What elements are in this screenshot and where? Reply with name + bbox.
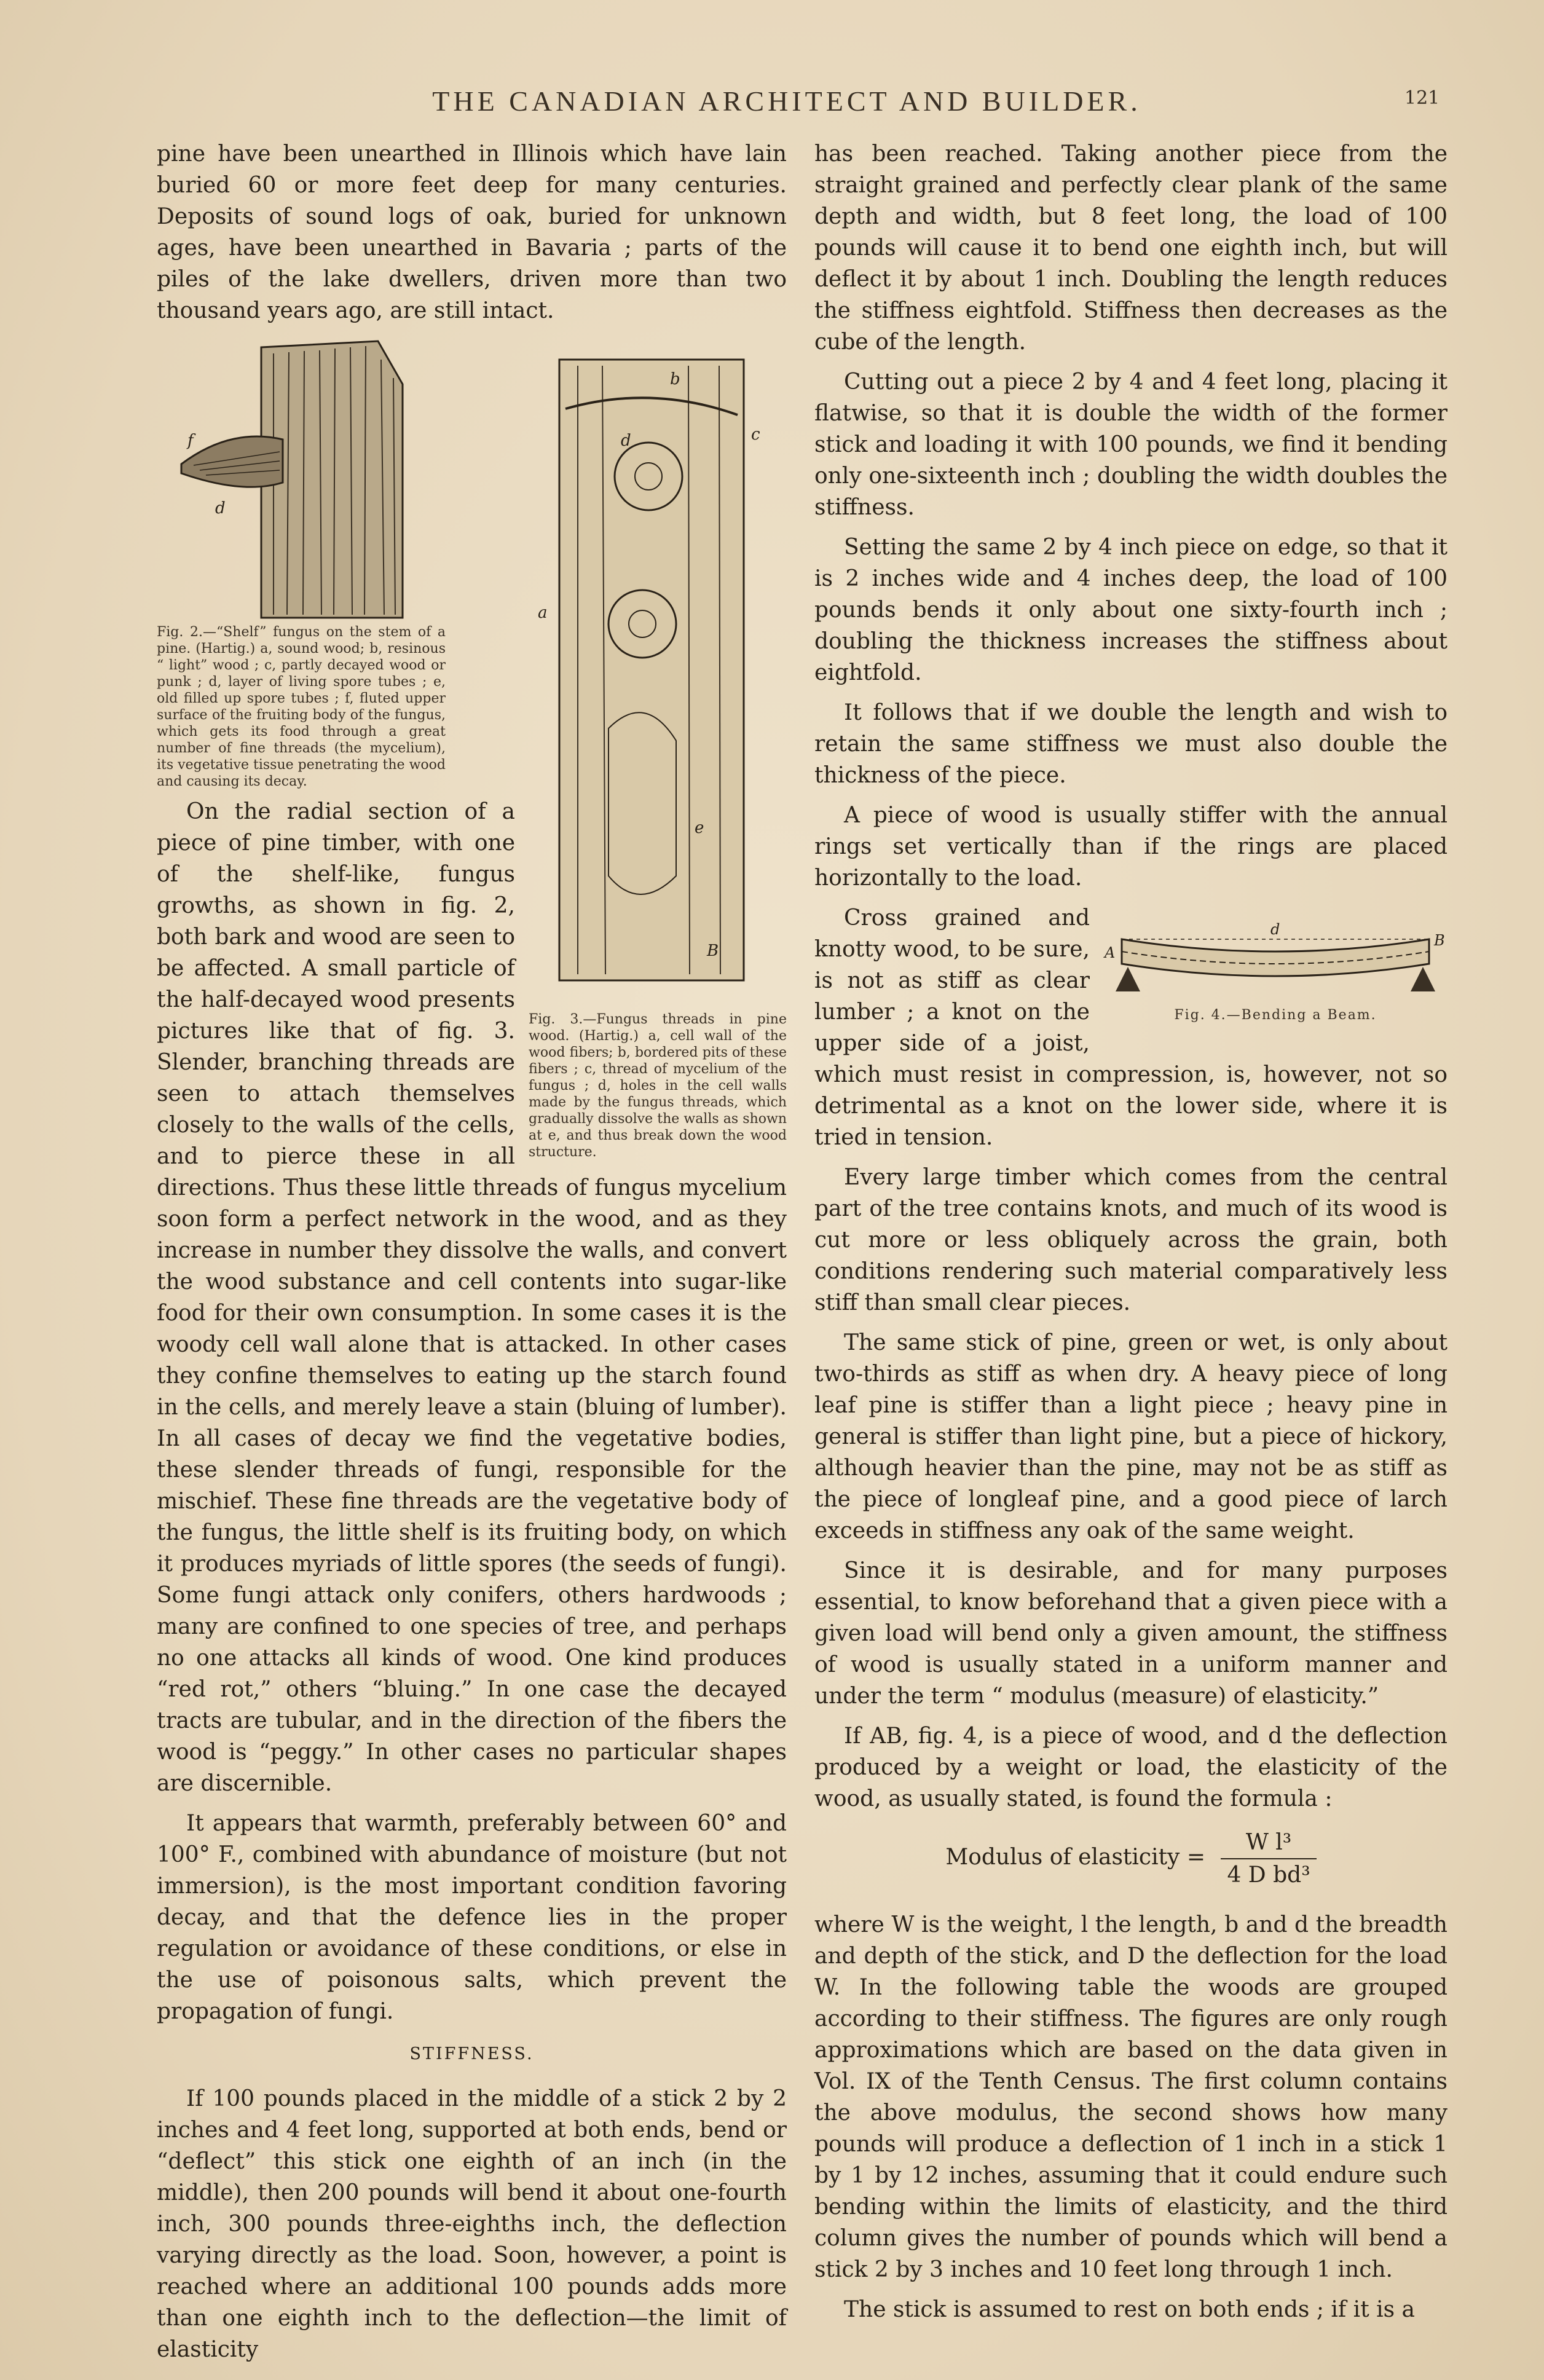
left-column xyxy=(157,138,787,2374)
left-paragraph-2: On the radial section of a piece of pine timber, with one of the shelf-like, fungus growths, as shown in fig. 2, both bark and wood are seen to be affected. A small particle of the half-decayed wood presents pictures like that of fig. 3. Slender, branching threads are seen to attach themselves closely to the walls of the cells, and to pierce these in all directions. Thus these little threads of fungus mycelium soon form a perfect network in the wood, and as they increase in number they dissolve the walls, and convert the wood substance and cell contents into sugar-like food for their own consumption. In some cases it is the woody cell wall alone that is attacked. In other cases they confine themselves to eating up the starch found in the cells, and merely leave a stain (bluing of lumber). In all cases of decay we find the vegetative bodies, these slender threads of fungi, responsible for the mischief. These fine threads are the vegetative body of the fungus, the little shelf is its fruiting body, on which it produces myriads of little spores (the seeds of fungi). Some fungi attack only conifers, others hardwoods ; many are confined to one species of tree, and perhaps no one attacks all kinds of wood. One kind produces “red rot,” others “bluing.” In one case the decayed tracts are tubular, and in the direction of the fibers the wood is “peggy.” In other cases no particular shapes are discernible. xyxy=(157,799,787,1796)
right-paragraph-9: Since it is desirable, and for many purposes essential, to know beforehand that a given piece with a given load will bend only a given amount, the stiffness of wood is usually stated in a uniform manner and under the term “ modulus (measure) of elasticity.” xyxy=(814,1558,1448,1709)
fig3-label-e: e xyxy=(695,819,704,837)
formula-label: Modulus of elasticity = xyxy=(945,1845,1205,1870)
fig2-label-f: f xyxy=(187,431,194,450)
elasticity-formula xyxy=(814,1827,1448,1891)
section-heading-stiffness: STIFFNESS. xyxy=(409,2044,534,2063)
masthead: THE CANADIAN ARCHITECT AND BUILDER. xyxy=(432,85,1141,117)
right-paragraph-6: Cross grained and knotty wood, to be sure, is not as stiff as clear lumber ; a knot on the upper side of a joist, which must resist in compression, is, however, not so detrimental as a knot on the lower side, where it is tried in tension. xyxy=(814,905,1448,1150)
fig4-label-d: d xyxy=(1270,921,1280,938)
figure-3 xyxy=(529,347,787,1160)
page-number: 121 xyxy=(1404,87,1440,109)
left-paragraph-3: It appears that warmth, preferably between 60° and 100° F., combined with abundance of moisture (but not immersion), is the most important condition favoring decay, and that the defence lies in the proper regulation or avoidance of these conditions, or else in the use of poisonous salts, which prevent the propagation of fungi. xyxy=(157,1811,787,2024)
left-paragraph-4: If 100 pounds placed in the middle of a stick 2 by 2 inches and 4 feet long, supported at both ends, bend or “deflect” this stick one eighth of an inch (in the middle), then 200 pounds will bend it about one-fourth inch, 300 pounds three-eighths inch, the deflection varying directly as the load. Soon, however, a point is reached where an additional 100 pounds adds more than one eighth inch to the deflection—the limit of elasticity xyxy=(157,2086,787,2362)
right-paragraph-12: The stick is assumed to rest on both ends ; if it is a xyxy=(844,2297,1416,2322)
fig2-caption: Fig. 2.—“Shelf” fungus on the stem of a pine. (Hartig.) a, sound wood; b, resinous “ light” wood ; c, partly decayed wood or punk ; d, layer of living spore tubes ; e, old filled up spore tubes ; f, fluted upper surface of the fruiting body of the fungus, which gets its food through a great number of fine threads (the mycelium), its vegetative tissue penetrating the wood and causing its decay. xyxy=(157,625,446,789)
fig4-label-b: B xyxy=(1434,932,1445,949)
fig4-label-a: A xyxy=(1105,944,1116,961)
fig3-label-d: d xyxy=(621,431,631,450)
fig2-illustration xyxy=(157,335,446,624)
right-column xyxy=(814,138,1448,2334)
right-paragraph-7: Every large timber which comes from the central part of the tree contains knots, and much of its wood is cut more or less obliquely across the grain, both conditions rendering such material comparatively less stiff than small clear pieces. xyxy=(814,1165,1448,1315)
figure-4 xyxy=(1103,915,1448,1023)
formula-denominator: 4 D bd³ xyxy=(1227,1862,1310,1888)
fig4-illustration xyxy=(1103,915,1448,1007)
fig3-label-B: B xyxy=(707,942,719,960)
right-paragraph-3: Setting the same 2 by 4 inch piece on edge, so that it is 2 inches wide and 4 inches deep, the load of 100 pounds bends it only about one sixty-fourth inch ; doubling the thickness increases the stiffness about eightfold. xyxy=(814,535,1448,685)
right-paragraph-11: where W is the weight, l the length, b and d the breadth and depth of the stick, and D the deflection for the load W. In the following table the woods are grouped according to their stiffness. The figures are only rough approximations which are based on the data given in Vol. IX of the Tenth Census. The first column contains the above modulus, the second shows how many pounds will produce a deflection of 1 inch in a stick 1 by 1 by 12 inches, assuming that it could endure such bending within the limits of elasticity, and the third column gives the number of pounds which will bend a stick 2 by 3 inches and 10 feet long through 1 inch. xyxy=(814,1912,1448,2282)
fig3-caption: Fig. 3.—Fungus threads in pine wood. (Hartig.) a, cell wall of the wood fibers; b, bordered pits of these fibers ; c, thread of mycelium of the fungus ; d, holes in the cell walls made by the fungus threads, which gradually dissolve the walls as shown at e, and thus break down the wood structure. xyxy=(529,1012,787,1160)
right-paragraph-5: A piece of wood is usually stiffer with the annual rings set vertically than if the rings are placed horizontally to the load. xyxy=(814,803,1448,891)
fig3-illustration xyxy=(529,347,787,1011)
fig3-label-b: b xyxy=(670,370,680,388)
right-paragraph-2: Cutting out a piece 2 by 4 and 4 feet long, placing it flatwise, so that it is double the width of the former stick and loading it with 100 pounds, we find it bending only one-sixteenth inch ; doubling the width doubles the stiffness. xyxy=(814,369,1448,520)
fig3-label-c: c xyxy=(751,425,760,444)
right-paragraph-10: If AB, fig. 4, is a piece of wood, and d the deflection produced by a weight or load, the elasticity of the wood, as usually stated, is found the formula : xyxy=(814,1724,1448,1811)
left-paragraph-1: pine have been unearthed in Illinois which have lain buried 60 or more feet deep for many centuries. Deposits of sound logs of oak, buried for unknown ages, have been unearthed in Bavaria ; parts of the piles of the lake dwellers, driven more than two thousand years ago, are still intact. xyxy=(157,141,787,323)
formula-fraction xyxy=(1221,1827,1316,1891)
fig4-caption: Fig. 4.—Bending a Beam. xyxy=(1174,1007,1377,1023)
right-paragraph-8: The same stick of pine, green or wet, is only about two-thirds as stiff as when dry. A heavy piece of long leaf pine is stiffer than a light piece ; heavy pine in general is stiffer than light pine, but a piece of hickory, although heavier than the pine, may not be as stiff as the piece of longleaf pine, and a good piece of larch exceeds in stiffness any oak of the same weight. xyxy=(814,1330,1448,1543)
figure-2 xyxy=(157,335,446,790)
formula-numerator: W l³ xyxy=(1221,1827,1316,1859)
fig3-label-a: a xyxy=(538,604,548,622)
fig2-label-d: d xyxy=(215,499,226,518)
right-paragraph-1: has been reached. Taking another piece from the straight grained and perfectly clear plank of the same depth and width, but 8 feet long, the load of 100 pounds will cause it to bend one eighth inch, but will deflect it by about 1 inch. Doubling the length reduces the stiffness eightfold. Stiffness then decreases as the cube of the length. xyxy=(814,141,1448,355)
right-paragraph-4: It follows that if we double the length and wish to retain the same stiffness we must also double the thickness of the piece. xyxy=(814,700,1448,788)
